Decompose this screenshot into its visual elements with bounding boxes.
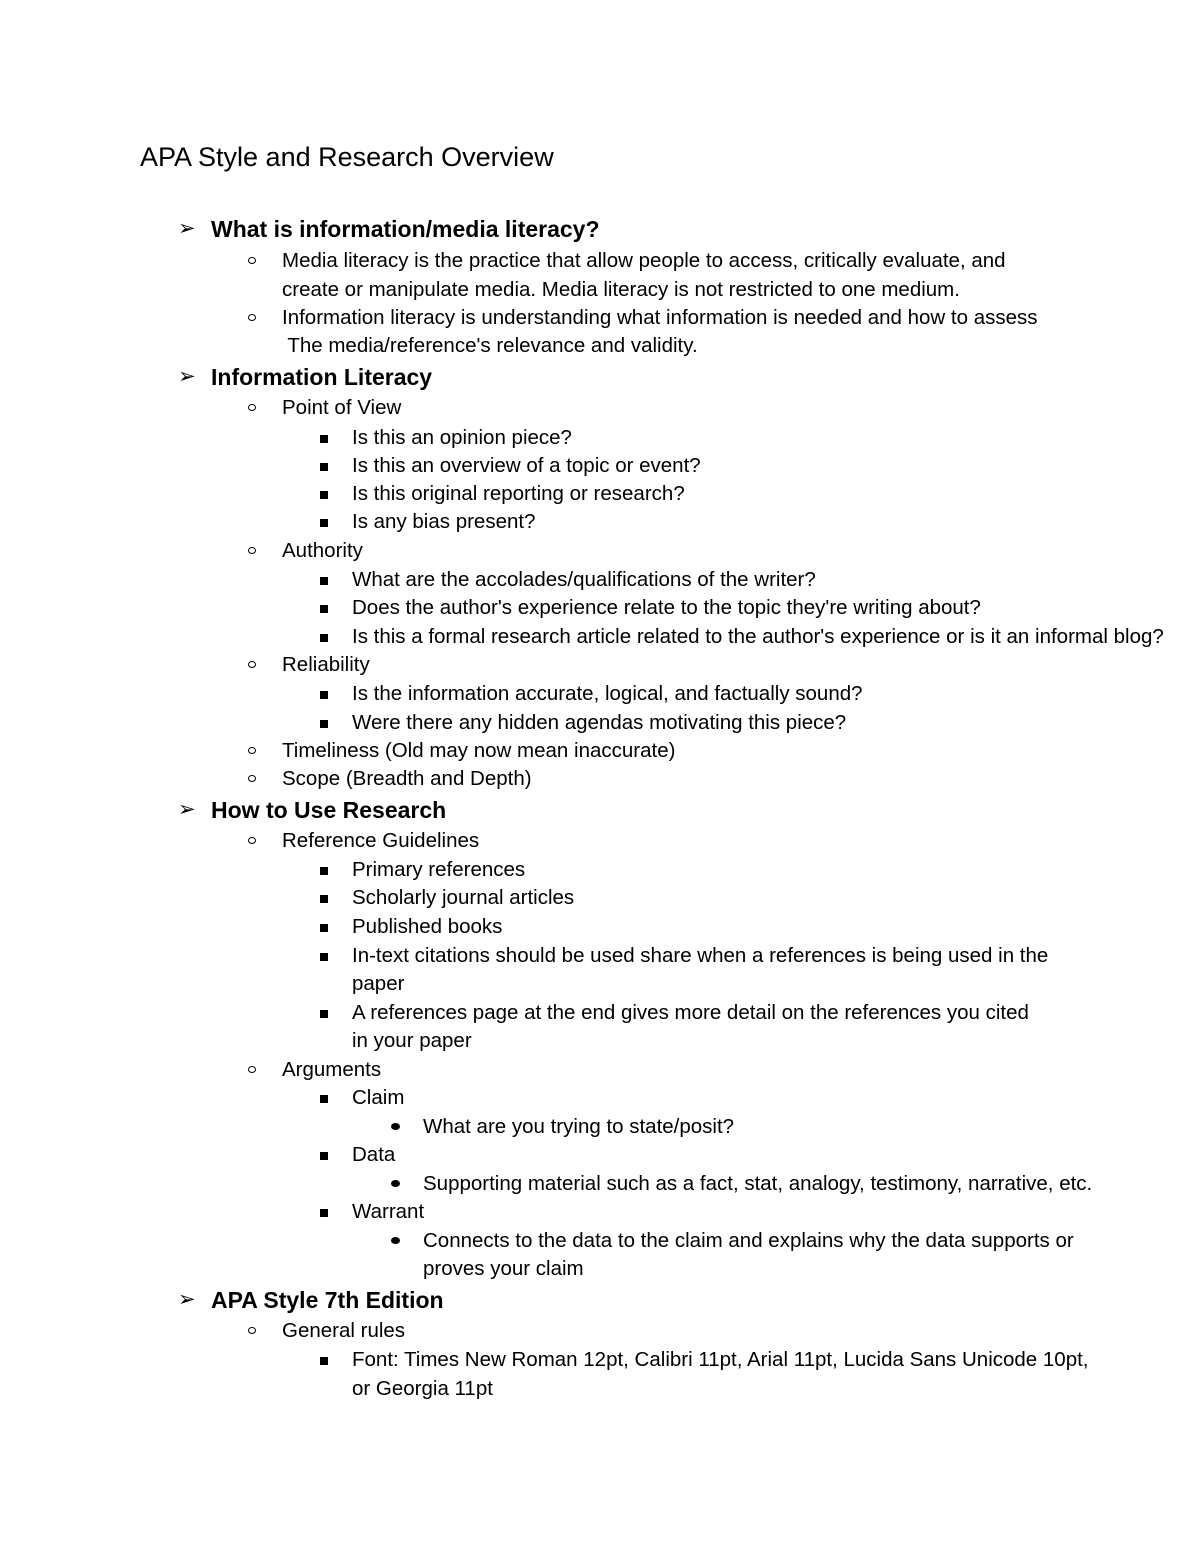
- dot-bullet-icon: [391, 1180, 400, 1187]
- circle-bullet-icon: [248, 1066, 256, 1073]
- square-bullet-icon: [320, 895, 328, 903]
- circle-bullet-icon: [248, 404, 256, 411]
- square-bullet-icon: [320, 720, 328, 728]
- square-bullet-icon: [320, 634, 328, 642]
- arrow-bullet-icon: ➢: [178, 798, 196, 821]
- circle-bullet-icon: [248, 837, 256, 844]
- square-bullet-icon: [320, 1095, 328, 1103]
- square-bullet-icon: [320, 1357, 328, 1365]
- square-bullet-icon: [320, 605, 328, 613]
- circle-bullet-icon: [248, 775, 256, 782]
- arrow-bullet-icon: ➢: [178, 217, 196, 240]
- circle-bullet-icon: [248, 1327, 256, 1334]
- arrow-bullet-icon: ➢: [178, 1288, 196, 1311]
- square-bullet-icon: [320, 577, 328, 585]
- square-bullet-icon: [320, 1010, 328, 1018]
- circle-bullet-icon: [248, 257, 256, 264]
- dot-bullet-icon: [391, 1237, 400, 1244]
- circle-bullet-icon: [248, 314, 256, 321]
- square-bullet-icon: [320, 519, 328, 527]
- circle-bullet-icon: [248, 747, 256, 754]
- square-bullet-icon: [320, 924, 328, 932]
- square-bullet-icon: [320, 953, 328, 961]
- square-bullet-icon: [320, 867, 328, 875]
- circle-bullet-icon: [248, 661, 256, 668]
- square-bullet-icon: [320, 435, 328, 443]
- page-title: APA Style and Research Overview: [140, 142, 554, 172]
- circle-bullet-icon: [248, 547, 256, 554]
- square-bullet-icon: [320, 491, 328, 499]
- document-page: APA Style and Research Overview ➢ What is information/media literacy? Media literacy is the practice that allow people to access, critically evaluate, and create or manipulate media. Media literacy is not restricted to one medium. Information literacy is understanding what information is needed and how to assess The media/reference's relevance and validity. ➢ Information Literacy Point of View Is this an opinion piece? Is this an overview of a topic or event? Is this original reporting or research? Is any bias present? Authority What are the accolades/qualifications of the writer? Does the author's experience relate to the topic they're writing about? Is this a formal research article related to the author's experience or is it an informal blog? Reliability Is the information accurate, logical, and factually sound? Were there any hidden agendas motivating this piece? Timeliness (Old may now mean inaccurate) Scope (Breadth and Depth) ➢ How to Use Research Reference Guidelines Primary references Scholarly journal articles Published books In-text citations should be used share when a references is being used in the paper A references page at the end gives more detail on the references you cited in your paper Arguments Claim What are you trying to state/posit? Data Supporting material such as a fact, stat, analogy, testimony, narrative, etc. Warrant Connects to the data to the claim and explains why the data supports or proves your claim ➢ APA Style 7th Edition General rules Font: Times New Roman 12pt, Calibri 11pt, Arial 11pt, Lucida Sans Unicode 10pt, or Georgia 11pt: [140, 142, 1164, 1400]
- arrow-bullet-icon: ➢: [178, 365, 196, 388]
- square-bullet-icon: [320, 1152, 328, 1160]
- square-bullet-icon: [320, 463, 328, 471]
- square-bullet-icon: [320, 691, 328, 699]
- dot-bullet-icon: [391, 1123, 400, 1130]
- square-bullet-icon: [320, 1209, 328, 1217]
